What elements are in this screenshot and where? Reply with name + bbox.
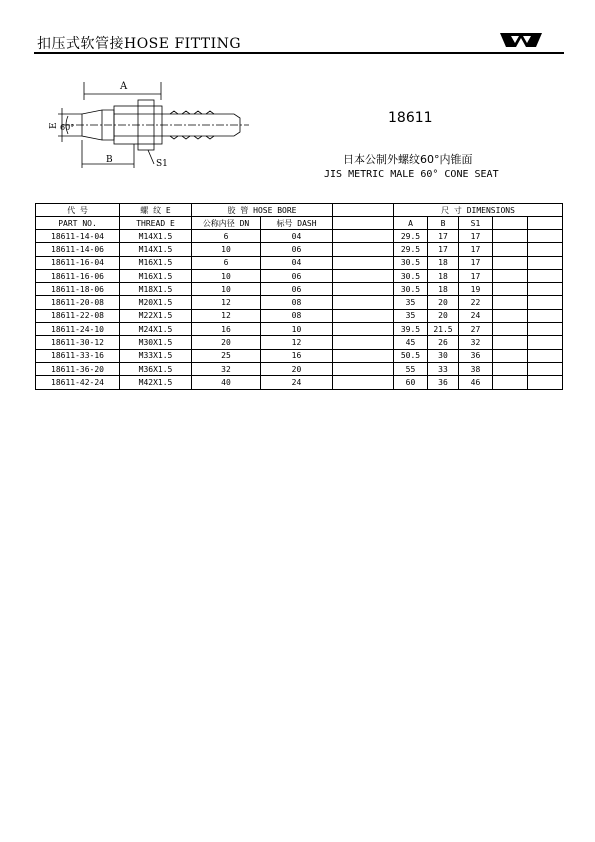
blank-cell: [333, 243, 394, 256]
table-row: [36, 376, 563, 389]
dim-b-cell: 26: [428, 336, 459, 349]
col-part-header: PART NO.: [36, 217, 120, 230]
dim-s1-cell: 22: [459, 296, 493, 309]
dash-cell: 10: [261, 323, 333, 336]
blank-cell: [333, 296, 394, 309]
part-no-cell: 18611-33-16: [36, 349, 120, 362]
table-row: [36, 362, 563, 375]
dim-b-cell: 20: [428, 296, 459, 309]
thread-cell: M22X1.5: [120, 309, 192, 322]
dash-cell: 04: [261, 256, 333, 269]
col-s1-header: S1: [459, 217, 493, 230]
thread-cell: M16X1.5: [120, 256, 192, 269]
dn-cell: 10: [192, 243, 261, 256]
dim-b-cell: 36: [428, 376, 459, 389]
dim-a-cell: 35: [394, 296, 428, 309]
part-no-cell: 18611-30-12: [36, 336, 120, 349]
dim-s1-cell: 19: [459, 283, 493, 296]
part-no-cell: 18611-36-20: [36, 362, 120, 375]
dim-a-cell: 50.5: [394, 349, 428, 362]
part-no-cell: 18611-16-04: [36, 256, 120, 269]
dash-cell: 08: [261, 309, 333, 322]
dn-cell: 6: [192, 256, 261, 269]
dim-a-cell: 30.5: [394, 283, 428, 296]
dash-cell: 06: [261, 243, 333, 256]
dn-cell: 10: [192, 283, 261, 296]
dim-s1-cell: 32: [459, 336, 493, 349]
table-row: [36, 256, 563, 269]
dash-cell: 06: [261, 269, 333, 282]
dn-cell: 16: [192, 323, 261, 336]
blank-cell: [493, 362, 528, 375]
table-row: [36, 283, 563, 296]
blank-cell: [493, 323, 528, 336]
company-logo: [500, 31, 542, 49]
dim-a-cell: 35: [394, 309, 428, 322]
blank-cell: [528, 256, 563, 269]
blank-cell: [528, 349, 563, 362]
blank-cell: [493, 336, 528, 349]
thread-cell: M14X1.5: [120, 243, 192, 256]
table-header-row: [36, 204, 563, 217]
dim-a-cell: 45: [394, 336, 428, 349]
table-row: [36, 230, 563, 243]
dn-cell: 12: [192, 309, 261, 322]
col-thread-e-header: THREAD E: [120, 217, 192, 230]
dash-cell: 24: [261, 376, 333, 389]
part-no-cell: 18611-14-04: [36, 230, 120, 243]
blank-cell: [528, 362, 563, 375]
description-english: JIS METRIC MALE 60° CONE SEAT: [324, 169, 499, 180]
blank-cell: [333, 336, 394, 349]
dim-s1-cell: 46: [459, 376, 493, 389]
blank-cell: [333, 256, 394, 269]
dash-cell: 04: [261, 230, 333, 243]
dim-a-cell: 60: [394, 376, 428, 389]
dim-s1-cell: 17: [459, 243, 493, 256]
dim-a-cell: 29.5: [394, 243, 428, 256]
dn-cell: 25: [192, 349, 261, 362]
dn-cell: 10: [192, 269, 261, 282]
blank-cell: [528, 230, 563, 243]
part-no-cell: 18611-22-08: [36, 309, 120, 322]
blank-cell: [493, 376, 528, 389]
part-no-cell: 18611-18-06: [36, 283, 120, 296]
dash-cell: 08: [261, 296, 333, 309]
dim-s1-cell: 17: [459, 256, 493, 269]
dim-b-cell: 33: [428, 362, 459, 375]
blank-cell: [333, 362, 394, 375]
table-row: [36, 349, 563, 362]
dn-cell: 20: [192, 336, 261, 349]
blank-cell: [528, 283, 563, 296]
dim-b-cell: 30: [428, 349, 459, 362]
blank-cell: [333, 269, 394, 282]
dim-a-cell: 30.5: [394, 269, 428, 282]
dim-b-cell: 18: [428, 269, 459, 282]
dim-b-cell: 18: [428, 256, 459, 269]
part-no-cell: 18611-14-06: [36, 243, 120, 256]
blank-cell: [528, 217, 563, 230]
header-rule: [34, 52, 564, 54]
blank-cell: [333, 376, 394, 389]
thread-cell: M33X1.5: [120, 349, 192, 362]
part-no-cell: 18611-16-06: [36, 269, 120, 282]
dim-a-cell: 55: [394, 362, 428, 375]
blank-cell: [493, 349, 528, 362]
blank-cell: [528, 323, 563, 336]
table-row: [36, 323, 563, 336]
table-row: [36, 309, 563, 322]
thread-cell: M16X1.5: [120, 269, 192, 282]
col-dash-header: 标号 DASH: [261, 217, 333, 230]
dim-b-cell: 21.5: [428, 323, 459, 336]
part-no-cell: 18611-24-10: [36, 323, 120, 336]
dn-cell: 6: [192, 230, 261, 243]
dim-a-cell: 29.5: [394, 230, 428, 243]
blank-cell: [493, 230, 528, 243]
blank-cell: [528, 296, 563, 309]
dimension-s1-label: S1: [156, 159, 168, 169]
blank-cell: [333, 309, 394, 322]
table-subheader-row: [36, 217, 563, 230]
thread-cell: M18X1.5: [120, 283, 192, 296]
blank-cell: [528, 376, 563, 389]
dn-cell: 32: [192, 362, 261, 375]
part-number: 18611: [388, 110, 433, 126]
dim-a-cell: 39.5: [394, 323, 428, 336]
dash-cell: 12: [261, 336, 333, 349]
dim-s1-cell: 17: [459, 269, 493, 282]
dim-s1-cell: 17: [459, 230, 493, 243]
dimensions-table: [35, 203, 563, 390]
dim-b-cell: 20: [428, 309, 459, 322]
thread-cell: M24X1.5: [120, 323, 192, 336]
blank-cell: [493, 256, 528, 269]
blank-cell: [528, 309, 563, 322]
blank-cell: [493, 217, 528, 230]
part-no-cell: 18611-42-24: [36, 376, 120, 389]
dim-s1-cell: 36: [459, 349, 493, 362]
description-chinese: 日本公制外螺纹60°内锥面: [343, 153, 473, 166]
table-row: [36, 243, 563, 256]
thread-cell: M36X1.5: [120, 362, 192, 375]
blank-cell: [333, 283, 394, 296]
page-title: 扣压式软管接HOSE FITTING: [37, 36, 242, 52]
blank-cell: [493, 309, 528, 322]
blank-cell: [493, 296, 528, 309]
dimension-e-label: E: [49, 122, 59, 129]
col-hose-header: 胶 管 HOSE BORE: [192, 204, 333, 217]
blank-cell: [333, 217, 394, 230]
blank-cell: [528, 243, 563, 256]
blank-cell: [528, 336, 563, 349]
col-a-header: A: [394, 217, 428, 230]
dim-s1-cell: 24: [459, 309, 493, 322]
dash-cell: 20: [261, 362, 333, 375]
dim-b-cell: 17: [428, 243, 459, 256]
dimension-a-label: A: [120, 81, 128, 92]
col-thread-header: 螺 纹 E: [120, 204, 192, 217]
blank-cell: [333, 204, 394, 217]
fitting-technical-drawing: [44, 78, 254, 178]
blank-cell: [528, 269, 563, 282]
blank-cell: [493, 269, 528, 282]
dim-b-cell: 18: [428, 283, 459, 296]
dim-s1-cell: 38: [459, 362, 493, 375]
blank-cell: [493, 283, 528, 296]
thread-cell: M14X1.5: [120, 230, 192, 243]
dim-s1-cell: 27: [459, 323, 493, 336]
dn-cell: 40: [192, 376, 261, 389]
part-no-cell: 18611-20-08: [36, 296, 120, 309]
dash-cell: 06: [261, 283, 333, 296]
blank-cell: [333, 349, 394, 362]
dim-b-cell: 17: [428, 230, 459, 243]
blank-cell: [333, 230, 394, 243]
dn-cell: 12: [192, 296, 261, 309]
blank-cell: [333, 323, 394, 336]
col-code-header: 代 号: [36, 204, 120, 217]
table-row: [36, 296, 563, 309]
col-dimensions-header: 尺 寸 DIMENSIONS: [394, 204, 563, 217]
blank-cell: [493, 243, 528, 256]
col-dn-header: 公称内径 DN: [192, 217, 261, 230]
angle-label: 60°: [60, 123, 75, 132]
dash-cell: 16: [261, 349, 333, 362]
table-row: [36, 336, 563, 349]
dimension-b-label: B: [106, 155, 113, 165]
thread-cell: M30X1.5: [120, 336, 192, 349]
table-row: [36, 269, 563, 282]
thread-cell: M20X1.5: [120, 296, 192, 309]
thread-cell: M42X1.5: [120, 376, 192, 389]
dim-a-cell: 30.5: [394, 256, 428, 269]
col-b-header: B: [428, 217, 459, 230]
